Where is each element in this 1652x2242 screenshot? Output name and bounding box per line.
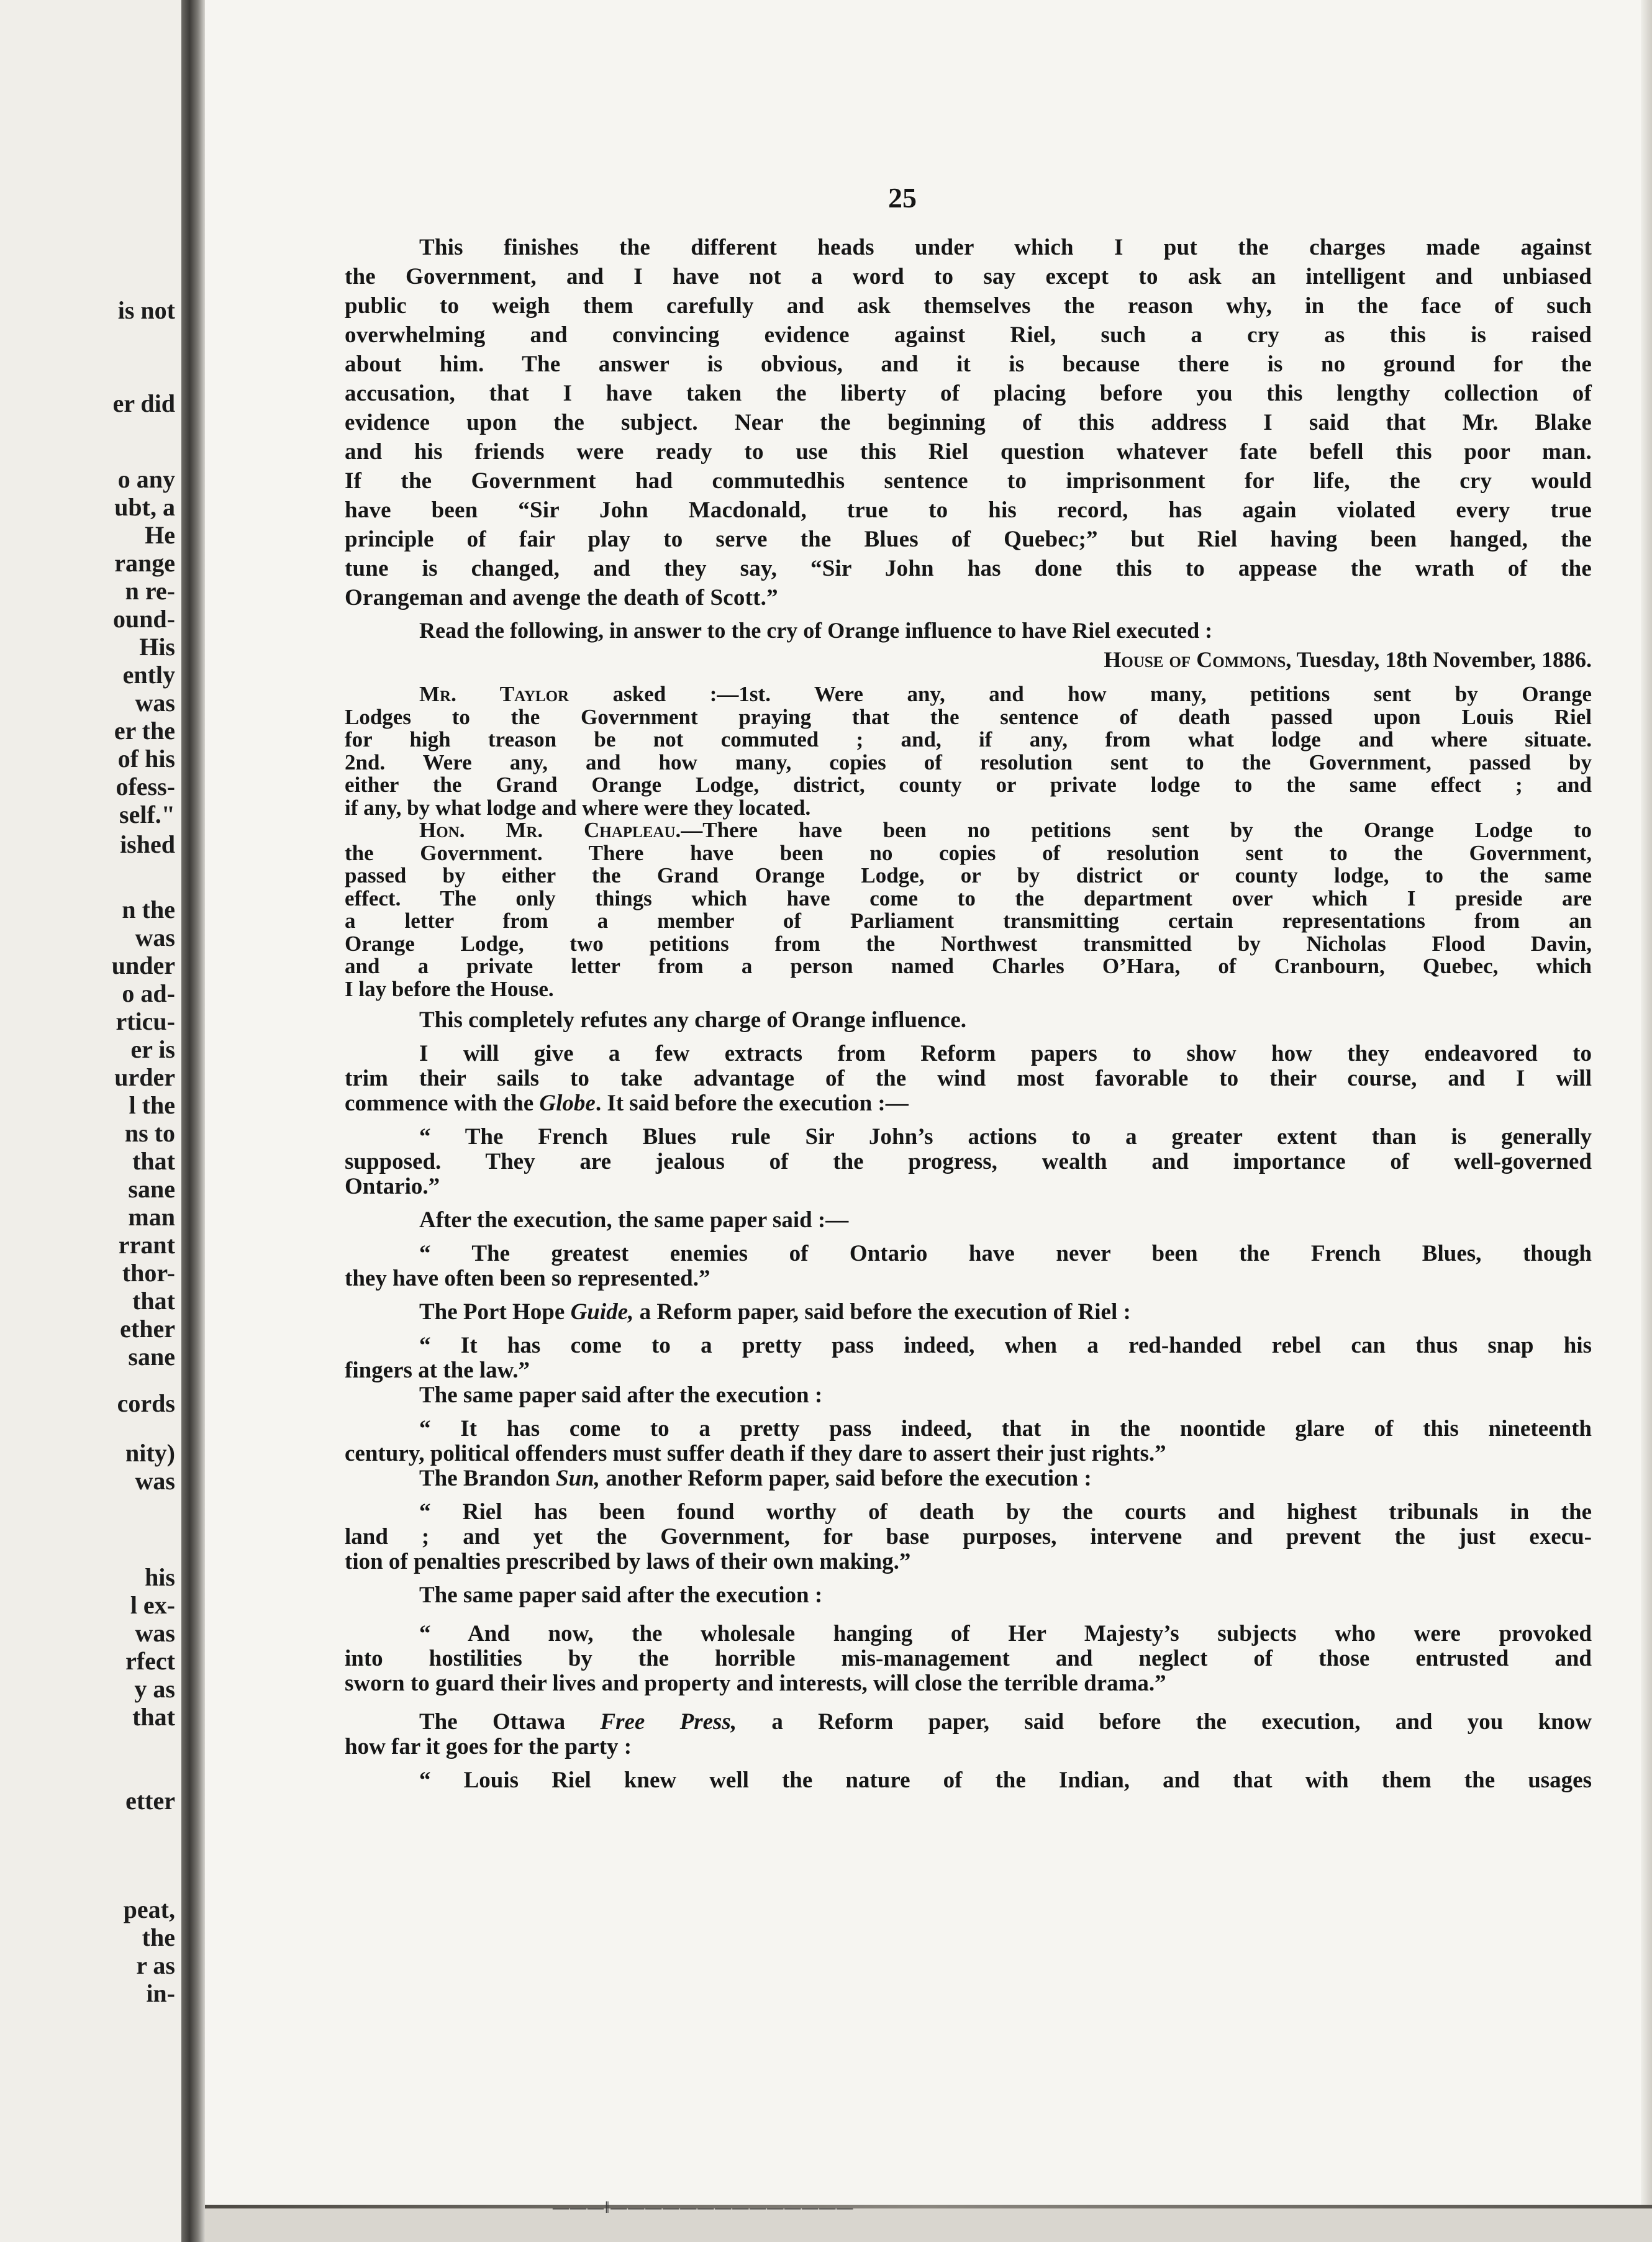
chapleau-line: passed by either the Grand Orange Lodge, or by district or county lodge, to the same: [345, 863, 1592, 887]
brandon-post: another Reform paper, said before the execution :: [600, 1466, 1092, 1491]
read-following-line: Read the following, in answer to the cry of Orange influence to have Riel executed :: [419, 618, 1213, 643]
left-page-fragment: in-: [146, 1979, 175, 2007]
left-page-fragment: man: [128, 1203, 175, 1231]
port-hope-quote-before: [345, 1333, 1592, 1383]
intro-line: If the Government had commutedhis sentence to imprisonment for life, the cry would: [345, 468, 1592, 494]
left-page-fragment: ofess-: [116, 773, 175, 801]
intro-line: public to weigh them carefully and ask themselves the reason why, in the face of such: [345, 293, 1592, 319]
extracts-section: [345, 1008, 1592, 1793]
quote-line: into hostilities by the horrible mis-management and neglect of those entrusted and: [345, 1646, 1592, 1671]
intro-line: about him. The answer is obvious, and it is because there is no ground for the: [345, 352, 1592, 377]
brandon-quote-before: [345, 1500, 1592, 1574]
chapleau-line: a letter from a member of Parliament transmitting certain representations from an: [345, 909, 1592, 933]
intro-line: overwhelming and convincing evidence against Riel, such a cry as this is raised: [345, 322, 1592, 348]
left-page-fragment: rrant: [118, 1231, 175, 1259]
left-page-fragment: that: [132, 1287, 175, 1315]
left-page-fragment: er is: [130, 1035, 175, 1063]
brandon-sun-line: [345, 1466, 1592, 1491]
ottawa-post: a Reform paper, said before the execution, and you know: [737, 1709, 1592, 1735]
intro-line: Orangeman and avenge the death of Scott.”: [345, 585, 778, 610]
left-page-fragment: He: [145, 521, 175, 549]
left-page-fragment: self.": [119, 801, 175, 828]
left-page-fragment: ubt, a: [114, 493, 175, 521]
left-page-fragment: l ex-: [130, 1591, 175, 1619]
left-page-fragment: is not: [117, 296, 175, 324]
port-hope-line: [345, 1300, 1592, 1325]
hansard-excerpt: [345, 683, 1592, 1001]
bottom-marks: ———‖——————————————: [553, 2199, 855, 2217]
chapleau-answer-first-line: [345, 819, 1592, 842]
page-bottom-edge: [205, 2161, 1652, 2242]
taylor-line: for high treason be not commuted ; and, if any, from what lodge and where situate.: [345, 727, 1592, 751]
body-text: [345, 233, 1592, 1793]
page-edge-shadow: [1641, 0, 1652, 2242]
quote-line: “ The French Blues rule Sir John’s actions to a greater extent than is generally: [419, 1124, 1592, 1150]
commence-post: . It said before the execution :—: [595, 1091, 909, 1116]
left-page-fragment: n re-: [125, 577, 175, 605]
left-page-fragment: was: [135, 689, 175, 717]
left-page-fragment: y as: [134, 1675, 175, 1703]
intro-line: principle of fair play to serve the Blues of Quebec;” but Riel having been hanged, the: [345, 527, 1592, 552]
globe-quote-before: [345, 1125, 1592, 1199]
quote-line: Ontario.”: [345, 1174, 440, 1199]
porthope-guide: Guide,: [570, 1299, 634, 1325]
ottawa-paper: Free Press,: [600, 1709, 737, 1735]
give-extracts-paragraph: [345, 1042, 1592, 1091]
left-page-fragment: ether: [120, 1315, 175, 1343]
left-page-fragment: that: [132, 1147, 175, 1175]
quote-line: “ And now, the wholesale hanging of Her Majesty’s subjects who were provoked: [419, 1621, 1592, 1646]
same-paper-after-line: The same paper said after the execution :: [419, 1382, 823, 1408]
globe-name: Globe: [539, 1091, 596, 1116]
give-line: trim their sails to take advantage of the wind most favorable to their course, and I will: [345, 1066, 1592, 1091]
quote-line: land ; and yet the Government, for base purposes, intervene and prevent the just execu-: [345, 1524, 1592, 1550]
left-page-fragment: er did: [112, 389, 175, 417]
bottom-tear: [205, 2208, 1652, 2242]
intro-line: evidence upon the subject. Near the beginning of this address I said that Mr. Blake: [345, 410, 1592, 435]
left-page-fragment: that: [132, 1703, 175, 1731]
left-page-fragment: cords: [117, 1389, 175, 1417]
left-page-fragment: urder: [114, 1063, 175, 1091]
same-paper-after-line-2: The same paper said after the execution :: [419, 1582, 823, 1608]
intro-paragraph: [345, 233, 1592, 612]
left-page-fragment: n the: [122, 896, 175, 924]
chapleau-line: effect. The only things which have come to the department over which I preside are: [345, 886, 1592, 910]
porthope-post: a Reform paper, said before the execution of Riel :: [633, 1299, 1131, 1325]
left-page-fragment: er the: [114, 717, 175, 745]
left-page-fragment: the: [142, 1923, 175, 1951]
left-page-fragment: ns to: [124, 1119, 175, 1147]
globe-quote-after: [345, 1241, 1592, 1291]
quote-line: fingers at the law.”: [345, 1358, 530, 1383]
left-page-fragment: His: [139, 633, 175, 661]
left-page-fragment: peat,: [123, 1895, 175, 1923]
speaker-taylor: Mr. Taylor: [419, 682, 570, 706]
left-page-fragment: of his: [117, 745, 175, 773]
left-page-fragment: o any: [117, 465, 175, 493]
quote-line: “ Riel has been found worthy of death by the courts and highest tribunals in the: [419, 1499, 1592, 1525]
chapleau-answer-body: [345, 842, 1592, 1001]
left-page-fragment: sane: [128, 1175, 175, 1203]
binding-gutter: [181, 0, 205, 2242]
quote-line: “ It has come to a pretty pass indeed, when a red-handed rebel can thus snap his: [419, 1333, 1592, 1358]
left-page-fragment: thor-: [122, 1259, 175, 1287]
left-page-fragment: l the: [129, 1091, 175, 1119]
commence-pre: commence with the: [345, 1091, 540, 1116]
left-page-fragment: etter: [125, 1787, 175, 1815]
brandon-pre: The Brandon: [419, 1466, 556, 1491]
chapleau-line: and a private letter from a person named Charles O’Hara, of Cranbourn, Quebec, which: [345, 954, 1592, 978]
commence-line: [345, 1091, 1592, 1116]
house-date: Tuesday, 18th November, 1886.: [1291, 647, 1592, 672]
left-page-fragment: range: [114, 549, 175, 577]
intro-line: have been “Sir John Macdonald, true to his record, has again violated every true: [345, 497, 1592, 523]
quote-line: “ It has come to a pretty pass indeed, that in the noontide glare of this nineteenth: [419, 1416, 1592, 1441]
left-page-fragment: was: [135, 924, 175, 951]
taylor-question-first-line: [345, 683, 1592, 706]
quote-line: sworn to guard their lives and property and interests, will close the terrible drama.”: [345, 1671, 1166, 1696]
quote-line: tion of penalties prescribed by laws of their own making.”: [345, 1549, 911, 1574]
chapleau-text: —There have been no petitions sent by the Orange Lodge to: [681, 818, 1592, 842]
refutes-line: This completely refutes any charge of Orange influence.: [419, 1007, 967, 1033]
left-page-fragment: rfect: [125, 1647, 175, 1675]
left-page-fragment: r as: [136, 1951, 175, 1979]
left-page-fragment: was: [135, 1619, 175, 1647]
left-page-fragment: was: [135, 1467, 175, 1495]
chapleau-line: Orange Lodge, two petitions from the Northwest transmitted by Nicholas Flood Davin,: [345, 931, 1592, 956]
taylor-text: asked :—1st. Were any, and how many, petitions sent by Orange: [569, 682, 1592, 706]
left-page-fragment: ished: [120, 830, 175, 858]
give-line: I will give a few extracts from Reform papers to show how they endeavored to: [419, 1041, 1592, 1066]
page-number: 25: [888, 182, 917, 214]
left-page-fragment: nity): [125, 1439, 175, 1467]
taylor-line: Lodges to the Government praying that the sentence of death passed upon Louis Riel: [345, 704, 1592, 729]
quote-line: they have often been so represented.”: [345, 1266, 710, 1291]
intro-line: This finishes the different heads under which I put the charges made against: [419, 235, 1592, 260]
ottawa-quote-line: “ Louis Riel knew well the nature of the Indian, and that with them the usages: [419, 1768, 1592, 1793]
quote-line: century, political offenders must suffer death if they dare to assert their just rights.”: [345, 1441, 1166, 1466]
brandon-quote-after: [345, 1622, 1592, 1696]
left-page-fragment: rticu-: [116, 1007, 175, 1035]
intro-line: accusation, that I have taken the liberty of placing before you this lengthy collection of: [345, 381, 1592, 406]
port-hope-quote-after: [345, 1417, 1592, 1466]
quote-line: “ The greatest enemies of Ontario have never been the French Blues, though: [419, 1241, 1592, 1266]
left-page-fragment: under: [111, 951, 175, 979]
taylor-question-body: [345, 706, 1592, 820]
chapleau-line: the Government. There have been no copies of resolution sent to the Government,: [345, 840, 1592, 865]
after-execution-line: After the execution, the same paper said :—: [419, 1207, 849, 1233]
left-page-fragment: sane: [128, 1343, 175, 1371]
ottawa-free-press-line: [345, 1710, 1592, 1735]
left-page-fragment: ound-: [112, 605, 175, 633]
intro-line: tune is changed, and they say, “Sir John has done this to appease the wrath of the: [345, 556, 1592, 581]
intro-line: and his friends were ready to use this Riel question whatever fate befell this poor man.: [345, 439, 1592, 465]
brandon-sun: Sun,: [556, 1466, 600, 1491]
left-page-fragment: o ad-: [122, 979, 175, 1007]
taylor-line: either the Grand Orange Lodge, district, county or private lodge to the same effect ; and: [345, 773, 1592, 797]
main-page: [205, 0, 1652, 2242]
taylor-line: if any, by what lodge and where were they located.: [345, 795, 811, 820]
porthope-pre: The Port Hope: [419, 1299, 571, 1325]
house-label: House of Commons,: [1104, 647, 1292, 672]
ottawa-pre: The Ottawa: [419, 1709, 601, 1735]
quote-line: supposed. They are jealous of the progress, wealth and importance of well-governed: [345, 1149, 1592, 1174]
left-page-fragment: his: [145, 1563, 175, 1591]
speaker-chapleau: Hon. Mr. Chapleau.: [419, 818, 681, 842]
left-facing-page: [0, 0, 186, 2242]
ottawa-line-2: how far it goes for the party :: [345, 1734, 632, 1759]
intro-line: the Government, and I have not a word to say except to ask an intelligent and unbiased: [345, 264, 1592, 289]
taylor-line: 2nd. Were any, and how many, copies of resolution sent to the Government, passed by: [345, 750, 1592, 774]
house-of-commons-heading: [345, 645, 1592, 674]
left-page-fragment: ently: [122, 661, 175, 689]
chapleau-line: I lay before the House.: [345, 976, 554, 1001]
